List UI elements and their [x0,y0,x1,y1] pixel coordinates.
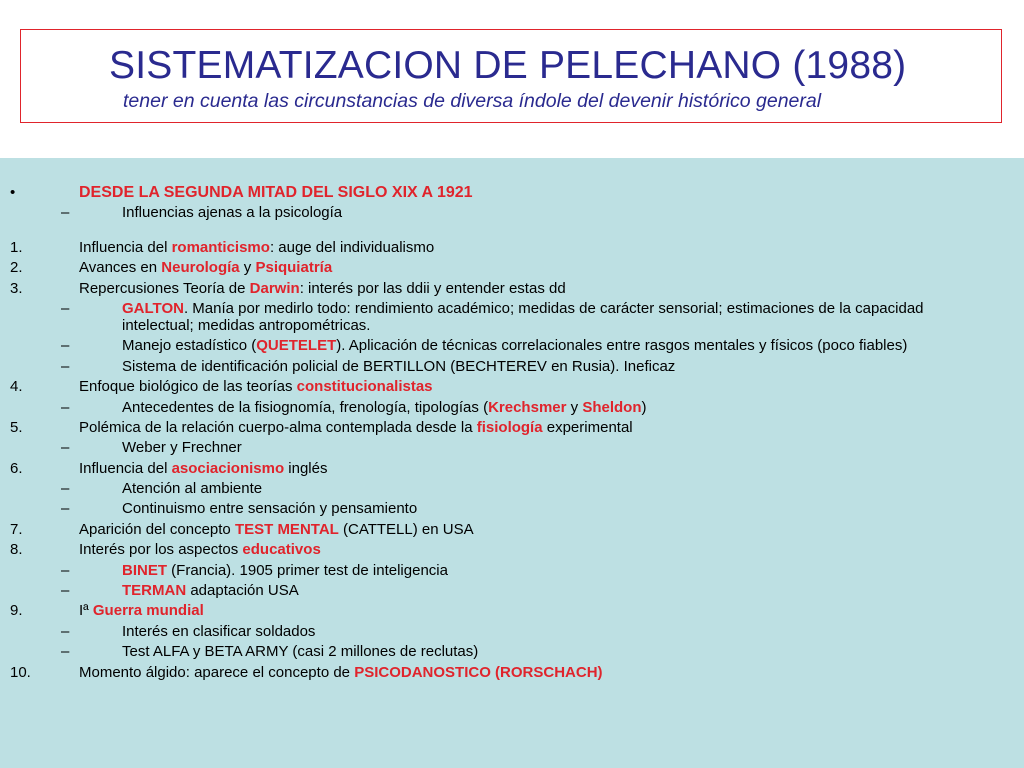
list-item [0,541,1024,558]
list-item [0,460,1024,477]
item-text: Polémica de la relación cuerpo-alma contemplada desde la fisiología experimental [79,418,633,436]
list-subitem [0,582,1024,599]
dash-marker: – [61,337,70,355]
item-number: 5. [10,418,23,436]
dash-marker: – [61,643,70,661]
item-number: 1. [10,238,23,256]
item-text: Momento álgido: aparece el concepto de PSICODANOSTICO (RORSCHACH) [79,663,603,681]
item-number: 8. [10,541,23,559]
item-number: 6. [10,459,23,477]
list-item [0,664,1024,681]
list-heading [0,184,1024,201]
dash-marker: – [61,299,70,317]
dash-marker: – [61,561,70,579]
item-text: Enfoque biológico de las teorías constitucionalistas [79,378,433,396]
dash-marker: – [61,439,70,457]
subitem-text: Interés en clasificar soldados [122,622,316,640]
subitem-text: Manejo estadístico (QUETELET). Aplicación de técnicas correlacionales entre rasgos mentales y físicos (poco fiables) [122,337,908,355]
subitem-text: Atención al ambiente [122,480,263,498]
list-subitem [0,480,1024,497]
item-number: 3. [10,279,23,297]
list-subitem [0,500,1024,517]
list-subitem [0,439,1024,456]
slide-title: SISTEMATIZACION DE PELECHANO (1988) [109,44,907,87]
item-number: 10. [10,663,31,681]
list-item [0,378,1024,395]
list-subitem [0,358,1024,375]
heading-text: DESDE LA SEGUNDA MITAD DEL SIGLO XIX A 1921 [79,184,473,201]
item-text: Interés por los aspectos educativos [79,541,321,559]
subitem-text: BINET (Francia). 1905 primer test de inteligencia [122,561,448,579]
item-text: Aparición del concepto TEST MENTAL (CATTELL) en USA [79,520,474,538]
dash-marker: – [61,622,70,640]
content-area [0,158,1024,768]
list-item [0,259,1024,276]
subitem-text: TERMAN adaptación USA [122,582,299,600]
bullet-marker: • [10,184,16,201]
list-subitem [0,562,1024,579]
list-item [0,521,1024,538]
list-subitem [0,337,1024,354]
list-subitem [0,643,1024,660]
list-subitem [0,300,1024,334]
list-subitem [0,399,1024,416]
dash-marker: – [61,582,70,600]
dash-marker: – [61,357,70,375]
item-text: Influencia del asociacionismo inglés [79,459,328,477]
subitem-text: GALTON. Manía por medirlo todo: rendimiento académico; medidas de carácter sensorial; estimaciones de la capacidad intelectual; medidas antropométricas. [122,299,924,334]
item-text: Repercusiones Teoría de Darwin: interés por las ddii y entender estas dd [79,279,566,297]
subitem-text: Continuismo entre sensación y pensamiento [122,500,418,518]
item-number: 9. [10,602,23,620]
outline-list [0,184,1024,684]
list-subitem [0,623,1024,640]
subitem-text: Weber y Frechner [122,439,242,457]
list-item [0,239,1024,256]
title-box [20,29,1002,123]
slide-subtitle: tener en cuenta las circunstancias de diversa índole del devenir histórico general [123,90,822,112]
subitem-text: Influencias ajenas a la psicología [122,204,343,222]
dash-marker: – [61,204,70,222]
list-item [0,280,1024,297]
item-number: 4. [10,378,23,396]
subitem-text: Test ALFA y BETA ARMY (casi 2 millones de reclutas) [122,643,479,661]
spacer [0,225,1024,239]
item-text: Iª Guerra mundial [79,602,204,620]
list-subitem [0,204,1024,221]
item-number: 7. [10,520,23,538]
subitem-text: Sistema de identificación policial de BERTILLON (BECHTEREV en Rusia). Ineficaz [122,357,676,375]
list-item [0,602,1024,619]
item-text: Avances en Neurología y Psiquiatría [79,259,333,277]
subitem-text: Antecedentes de la fisiognomía, frenología, tipologías (Krechsmer y Sheldon) [122,398,647,416]
dash-marker: – [61,500,70,518]
list-item [0,419,1024,436]
dash-marker: – [61,480,70,498]
item-number: 2. [10,259,23,277]
dash-marker: – [61,398,70,416]
item-text: Influencia del romanticismo: auge del individualismo [79,238,435,256]
